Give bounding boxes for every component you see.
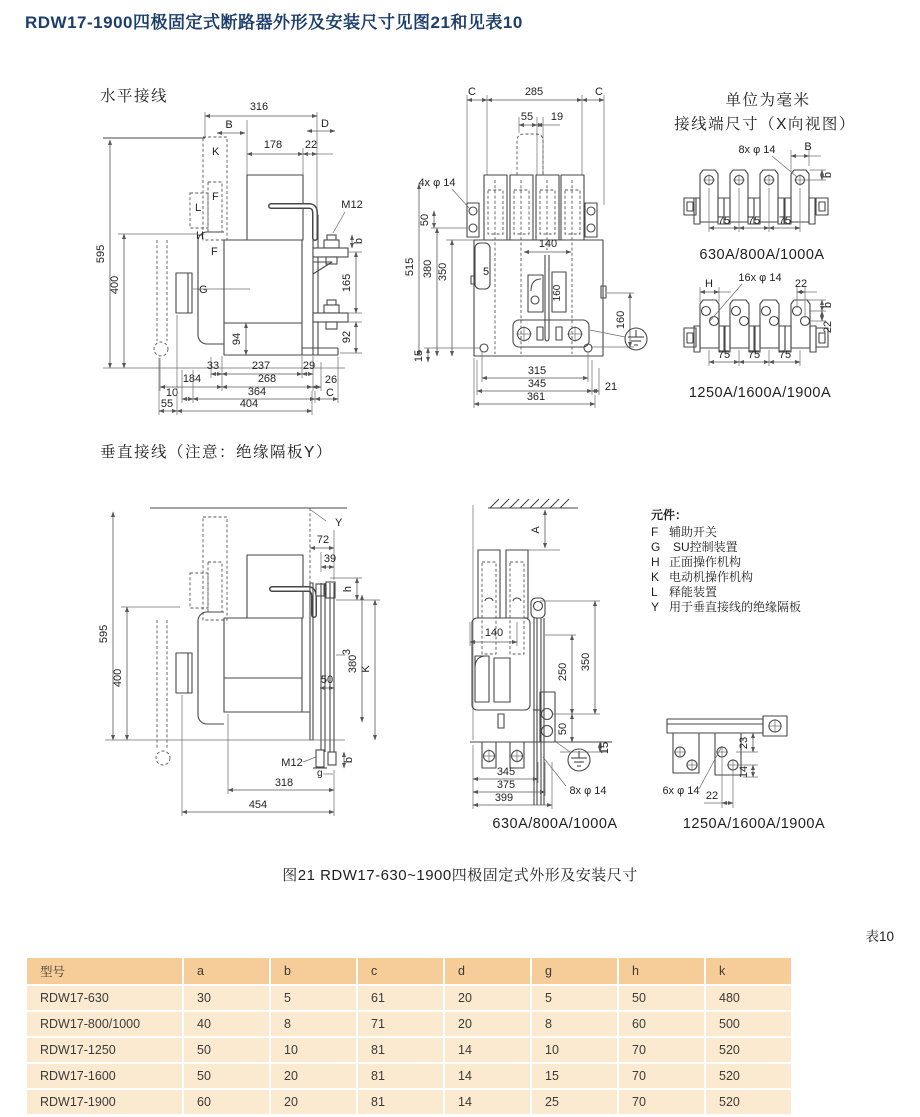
drawing-horizontal-side-view [95,87,365,415]
cell-value: 520 [706,1064,791,1088]
dim-label: C [595,86,603,98]
dim-label: 5 [483,266,490,278]
cell-value: 40 [184,1012,269,1036]
component-letter-L: L [195,202,202,214]
dim-label: M12 [341,199,363,211]
drawing-vertical-terminal-1250 [662,716,825,832]
dim-label: 250 [557,662,569,682]
col-header-k: k [706,958,791,984]
dim-label: 350 [437,262,449,282]
ground-symbol [556,742,590,771]
units-note: 单位为毫米 [725,92,811,109]
cell-model: RDW17-1600 [27,1064,182,1088]
dim-label: 400 [109,275,121,295]
dim-label: 75 [747,215,761,227]
dim-label: M12 [281,757,303,769]
dim-label: 345 [527,378,547,390]
dim-label: 29 [302,360,316,372]
dim-label: 160 [615,310,627,330]
dim-label: 92 [341,330,353,344]
dim-label: b [353,237,365,245]
dim-label: 22 [794,278,808,290]
cell-value: 500 [706,1012,791,1036]
dimension-table [25,956,793,1116]
dim-label: 285 [524,86,544,98]
cell-model: RDW17-1900 [27,1090,182,1114]
drawing-front-view [404,86,647,408]
dim-label: 75 [717,215,731,227]
cell-value: 14 [445,1090,530,1114]
operating-handle [272,589,314,615]
dim-label: H [705,278,713,290]
dim-label: 178 [263,139,283,151]
dim-label: C [468,86,476,98]
cell-value: 50 [619,986,704,1010]
dim-label: 375 [496,779,516,791]
dim-label: 400 [112,668,124,688]
cell-value: 20 [445,986,530,1010]
dim-label: B [225,119,233,131]
dim-label: 14 [738,765,750,779]
dim-label: D [321,118,329,130]
cell-value: 520 [706,1090,791,1114]
cell-value: 5 [532,986,617,1010]
dim-label: 50 [557,722,569,736]
legend-key: G [651,540,661,554]
wall-hatch [488,499,578,508]
table-row [27,1064,791,1088]
dim-label: 380 [347,654,359,674]
terminal-note: 接线端尺寸（X向视图） [674,116,856,133]
cell-value: 70 [619,1064,704,1088]
legend-key: Y [651,600,660,614]
dim-label: g [317,768,323,779]
legend-label: SU控制装置 [673,540,738,554]
dim-label: 8x φ 14 [738,144,776,156]
dim-label: 75 [717,349,731,361]
cell-value: 20 [445,1012,530,1036]
dim-label: 237 [251,360,271,372]
dim-label: 184 [182,373,202,385]
dim-label: 16x φ 14 [738,272,782,284]
mounting-feet [482,742,524,768]
dim-label: B [804,141,812,153]
cell-value: 5 [271,986,356,1010]
dim-label: 315 [527,365,547,377]
cell-value: 81 [358,1064,443,1088]
dim-label: 26 [324,374,338,386]
cell-value: 14 [445,1038,530,1062]
dim-label: 399 [494,792,514,804]
dim-label: C [326,387,334,399]
cell-value: 480 [706,986,791,1010]
cell-value: 61 [358,986,443,1010]
dim-label: 3 [341,648,353,656]
cell-value: 30 [184,986,269,1010]
dim-label: 454 [248,799,268,811]
dim-label: 515 [404,257,416,277]
dim-label: 165 [341,273,353,293]
col-header-c: c [358,958,443,984]
dim-label: 404 [239,398,259,410]
legend-label: 电动机操作机构 [669,570,754,584]
dim-label: 140 [484,627,504,639]
cell-value: 520 [706,1038,791,1062]
table-row [27,986,791,1010]
legend-key: F [651,525,659,539]
figure-caption: 图21 RDW17-630~1900四极固定式外形及安装尺寸 [282,867,638,884]
legend-label: 用于垂直接线的绝缘隔板 [669,600,802,614]
cell-value: 8 [271,1012,356,1036]
dim-label: 8x φ 14 [569,785,607,797]
cell-value: 10 [532,1038,617,1062]
legend-key: H [651,555,660,569]
dim-label: 316 [249,101,269,113]
legend-key: L [651,585,658,599]
component-letter-F: F [211,246,218,258]
component-letter-H: H [196,230,204,242]
dim-label: 361 [526,391,546,403]
component-letter-F: F [212,191,219,203]
dim-label: 33 [206,360,220,372]
dim-label: 380 [422,259,434,279]
table-row [27,1012,791,1036]
dim-label: b [822,171,834,179]
dim-label: 22 [705,790,719,802]
col-header-h: h [619,958,704,984]
cell-value: 20 [271,1090,356,1114]
col-header-d: d [445,958,530,984]
drawing-terminal-1250 [684,272,834,401]
cell-value: 50 [184,1064,269,1088]
cell-value: 25 [532,1090,617,1114]
dim-label: 4x φ 14 [418,177,456,189]
cell-value: 60 [184,1090,269,1114]
cell-model: RDW17-800/1000 [27,1012,182,1036]
dim-label: b [343,756,355,764]
dim-label: 15 [413,349,425,363]
dim-label: 75 [778,215,792,227]
cell-value: 50 [184,1038,269,1062]
cell-value: 81 [358,1038,443,1062]
cell-model: RDW17-1250 [27,1038,182,1062]
dim-label: 23 [738,736,750,750]
dim-label: 72 [316,534,330,546]
caption-1250: 1250A/1600A/1900A [688,385,832,401]
table-row [27,1090,791,1114]
dim-label: b [822,301,834,309]
dim-label: 21 [604,381,618,393]
page-title: RDW17-1900四极固定式断路器外形及安装尺寸见图21和见表10 [25,13,523,32]
drawing-vertical-side-view [98,443,380,816]
cell-value: 8 [532,1012,617,1036]
cell-value: 81 [358,1090,443,1114]
dim-label: 75 [778,349,792,361]
dim-label: 55 [160,398,174,410]
col-header-g: g [532,958,617,984]
dim-label: 595 [98,624,110,644]
dim-label: 39 [323,553,337,565]
cell-model: RDW17-630 [27,986,182,1010]
cell-value: 14 [445,1064,530,1088]
component-letter-G: G [199,284,208,296]
dim-label: 345 [496,766,516,778]
cell-value: 20 [271,1064,356,1088]
caption-630: 630A/800A/1000A [492,816,618,832]
section-heading-vertical: 垂直接线（注意：绝缘隔板Y） [100,444,333,461]
component-legend [651,507,801,614]
legend-title: 元件： [651,508,688,522]
col-header-model: 型号 [27,958,182,984]
cell-value: 70 [619,1090,704,1114]
table-header-row [27,958,791,984]
dim-label: 50 [419,213,431,227]
col-header-a: a [184,958,269,984]
table-tag: 表10 [865,929,894,944]
dim-label: 364 [247,386,267,398]
dim-label: 22 [304,139,318,151]
dim-label: 6x φ 14 [662,785,700,797]
dim-label: 55 [520,111,534,123]
dim-label: 595 [95,244,107,264]
caption-630: 630A/800A/1000A [699,247,825,263]
legend-key: K [651,570,660,584]
dim-label: h [342,585,354,593]
drawing-terminal-630 [674,91,856,263]
dim-label: Y [335,517,343,529]
dim-label: 350 [580,652,592,672]
dim-label: 15 [599,741,611,755]
drawing-vertical-front-view [470,499,618,832]
cell-value: 71 [358,1012,443,1036]
operating-handle [271,206,315,238]
dim-label: 50 [320,674,334,686]
cell-value: 60 [619,1012,704,1036]
cell-value: 15 [532,1064,617,1088]
legend-label: 释能装置 [669,585,718,599]
dim-label: A [530,526,542,534]
section-heading-horizontal: 水平接线 [100,88,169,105]
table-row [27,1038,791,1062]
dim-label: 22 [822,320,834,334]
dim-label: K [360,665,372,673]
cell-value: 10 [271,1038,356,1062]
terminal-bolt-bottom [313,750,336,768]
dim-label: 140 [538,238,558,250]
dim-label: 10 [165,387,179,399]
dim-label: 268 [257,373,277,385]
terminal-tabs-double-hole [694,300,816,352]
dim-label: 318 [274,777,294,789]
dim-label: 160 [552,284,563,302]
caption-1250: 1250A/1600A/1900A [682,816,826,832]
legend-label: 正面操作机构 [669,555,742,569]
component-letter-K: K [212,146,220,158]
dim-label: 94 [231,332,243,346]
dim-label: 19 [550,111,564,123]
col-header-b: b [271,958,356,984]
legend-label: 辅助开关 [669,525,718,539]
cell-value: 70 [619,1038,704,1062]
dim-label: 75 [747,349,761,361]
